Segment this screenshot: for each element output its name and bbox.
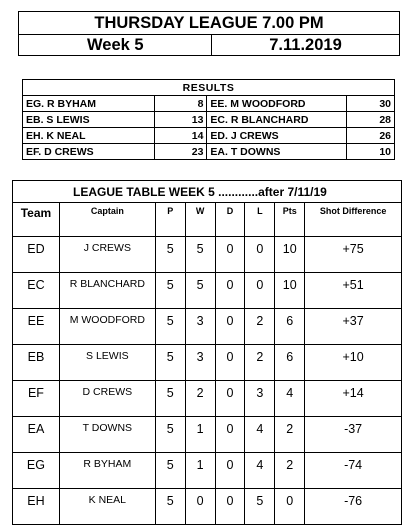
- shot-difference-cell: +37: [305, 309, 402, 345]
- league-table: [12, 180, 402, 525]
- drawn-cell: 0: [215, 453, 245, 489]
- shot-difference-cell: -74: [305, 453, 402, 489]
- drawn-cell: 0: [215, 489, 245, 525]
- played-cell: 5: [155, 453, 185, 489]
- result-right-score: 30: [347, 96, 395, 112]
- result-right-score: 10: [347, 144, 395, 160]
- points-cell: 2: [275, 417, 305, 453]
- table-row: [13, 273, 402, 309]
- result-row: [23, 96, 395, 112]
- results-table: [22, 79, 395, 160]
- captain-cell: M WOODFORD: [59, 309, 155, 345]
- table-row: [13, 489, 402, 525]
- result-row: [23, 128, 395, 144]
- result-left-team: EG. R BYHAM: [23, 96, 155, 112]
- result-left-team: EH. K NEAL: [23, 128, 155, 144]
- result-right-team: EC. R BLANCHARD: [207, 112, 347, 128]
- shot-difference-cell: +75: [305, 237, 402, 273]
- won-cell: 2: [185, 381, 215, 417]
- team-cell: EB: [13, 345, 60, 381]
- played-cell: 5: [155, 237, 185, 273]
- table-row: [13, 453, 402, 489]
- captain-cell: R BLANCHARD: [59, 273, 155, 309]
- results-title: RESULTS: [23, 80, 395, 96]
- date-label: 7.11.2019: [212, 35, 400, 56]
- drawn-cell: 0: [215, 381, 245, 417]
- result-left-score: 8: [154, 96, 207, 112]
- lost-cell: 0: [245, 237, 275, 273]
- result-right-team: EA. T DOWNS: [207, 144, 347, 160]
- captain-cell: T DOWNS: [59, 417, 155, 453]
- table-row: [13, 237, 402, 273]
- lost-cell: 2: [245, 309, 275, 345]
- result-row: [23, 144, 395, 160]
- won-cell: 5: [185, 237, 215, 273]
- captain-cell: R BYHAM: [59, 453, 155, 489]
- lost-cell: 3: [245, 381, 275, 417]
- won-cell: 1: [185, 417, 215, 453]
- played-cell: 5: [155, 273, 185, 309]
- won-cell: 1: [185, 453, 215, 489]
- header-table: [18, 11, 400, 56]
- team-cell: EH: [13, 489, 60, 525]
- result-right-score: 26: [347, 128, 395, 144]
- table-row: [13, 417, 402, 453]
- lost-cell: 5: [245, 489, 275, 525]
- drawn-cell: 0: [215, 273, 245, 309]
- won-cell: 3: [185, 309, 215, 345]
- points-cell: 6: [275, 309, 305, 345]
- won-cell: 5: [185, 273, 215, 309]
- shot-difference-cell: -76: [305, 489, 402, 525]
- points-cell: 10: [275, 273, 305, 309]
- team-cell: ED: [13, 237, 60, 273]
- league-title: THURSDAY LEAGUE 7.00 PM: [19, 12, 400, 35]
- result-left-team: EF. D CREWS: [23, 144, 155, 160]
- shot-difference-cell: +51: [305, 273, 402, 309]
- lost-cell: 0: [245, 273, 275, 309]
- drawn-cell: 0: [215, 309, 245, 345]
- table-row: [13, 309, 402, 345]
- captain-cell: D CREWS: [59, 381, 155, 417]
- col-header-points: Pts: [275, 203, 305, 237]
- points-cell: 0: [275, 489, 305, 525]
- col-header-captain: Captain: [59, 203, 155, 237]
- captain-cell: K NEAL: [59, 489, 155, 525]
- week-label: Week 5: [19, 35, 212, 56]
- played-cell: 5: [155, 381, 185, 417]
- result-left-score: 14: [154, 128, 207, 144]
- won-cell: 3: [185, 345, 215, 381]
- points-cell: 2: [275, 453, 305, 489]
- points-cell: 6: [275, 345, 305, 381]
- league-table-title: LEAGUE TABLE WEEK 5 ............after 7/11/19: [13, 181, 402, 203]
- captain-cell: S LEWIS: [59, 345, 155, 381]
- table-row: [13, 381, 402, 417]
- shot-difference-cell: -37: [305, 417, 402, 453]
- team-cell: EF: [13, 381, 60, 417]
- team-cell: EA: [13, 417, 60, 453]
- table-row: [13, 345, 402, 381]
- team-cell: EC: [13, 273, 60, 309]
- col-header-team: Team: [13, 203, 60, 237]
- shot-difference-cell: +14: [305, 381, 402, 417]
- captain-cell: J CREWS: [59, 237, 155, 273]
- col-header-lost: L: [245, 203, 275, 237]
- drawn-cell: 0: [215, 345, 245, 381]
- played-cell: 5: [155, 309, 185, 345]
- result-row: [23, 112, 395, 128]
- drawn-cell: 0: [215, 417, 245, 453]
- lost-cell: 4: [245, 453, 275, 489]
- shot-difference-cell: +10: [305, 345, 402, 381]
- result-right-team: ED. J CREWS: [207, 128, 347, 144]
- points-cell: 10: [275, 237, 305, 273]
- team-cell: EE: [13, 309, 60, 345]
- result-left-team: EB. S LEWIS: [23, 112, 155, 128]
- team-cell: EG: [13, 453, 60, 489]
- played-cell: 5: [155, 489, 185, 525]
- col-header-won: W: [185, 203, 215, 237]
- result-left-score: 23: [154, 144, 207, 160]
- drawn-cell: 0: [215, 237, 245, 273]
- played-cell: 5: [155, 345, 185, 381]
- result-right-team: EE. M WOODFORD: [207, 96, 347, 112]
- won-cell: 0: [185, 489, 215, 525]
- lost-cell: 2: [245, 345, 275, 381]
- col-header-shot-difference: Shot Difference: [305, 203, 402, 237]
- col-header-played: P: [155, 203, 185, 237]
- result-left-score: 13: [154, 112, 207, 128]
- played-cell: 5: [155, 417, 185, 453]
- result-right-score: 28: [347, 112, 395, 128]
- points-cell: 4: [275, 381, 305, 417]
- lost-cell: 4: [245, 417, 275, 453]
- col-header-drawn: D: [215, 203, 245, 237]
